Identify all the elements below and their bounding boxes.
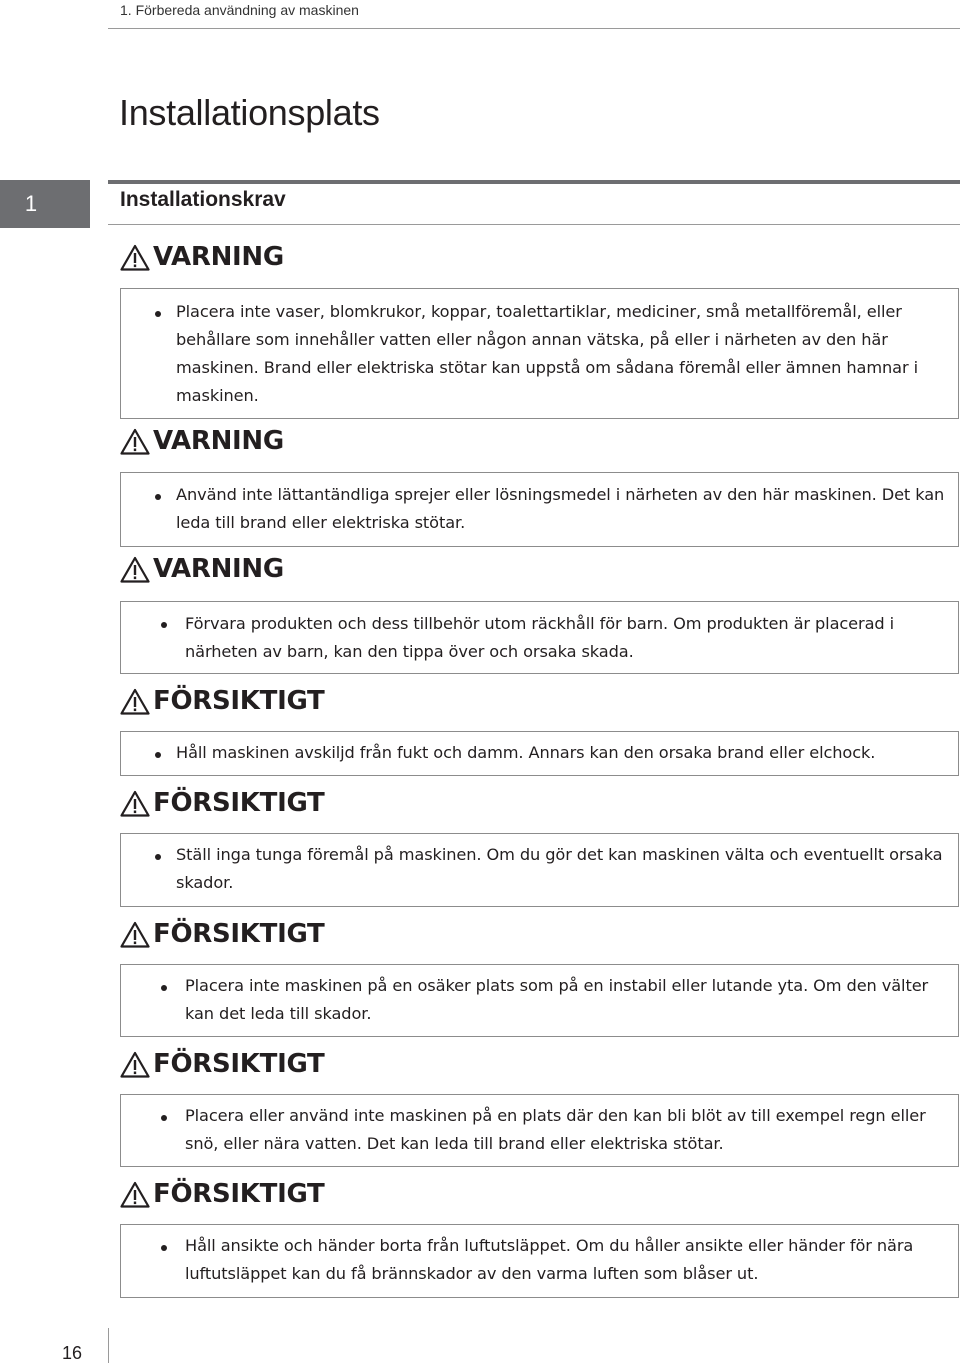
notice-label-warning-1 — [120, 242, 284, 272]
warning-triangle-icon — [120, 428, 150, 455]
notice-box-3 — [120, 601, 959, 674]
bullet — [161, 622, 167, 628]
notice-text: Ställ inga tunga föremål på maskinen. Om du gör det kan maskinen välta och eventuellt orsaka skador. — [176, 845, 943, 892]
bullet — [155, 494, 161, 500]
section-rule — [108, 180, 960, 184]
notice-box-5 — [120, 833, 959, 907]
notice-label-text: FÖRSIKTIGT — [153, 919, 325, 949]
chapter-number: 1 — [24, 191, 38, 216]
notice-label-text: VARNING — [153, 242, 284, 272]
warning-triangle-icon — [120, 556, 150, 583]
notice-label-text: FÖRSIKTIGT — [153, 686, 325, 716]
bullet — [155, 854, 161, 860]
notice-text: Håll ansikte och händer borta från luftutsläppet. Om du håller ansikte eller händer för nära luftutsläppet kan du få brännskador av den varma luften som blåser ut. — [185, 1236, 914, 1283]
section-title: Installationskrav — [120, 188, 286, 211]
notice-label-text: FÖRSIKTIGT — [153, 1049, 325, 1079]
notice-label-text: FÖRSIKTIGT — [153, 788, 325, 818]
notice-label-caution-5 — [120, 1179, 324, 1209]
notice-box-1 — [120, 288, 959, 419]
notice-label-text: VARNING — [153, 426, 284, 456]
notice-label-caution-1 — [120, 686, 324, 716]
notice-text: Placera inte maskinen på en osäker plats som på en instabil eller lutande yta. Om den välter kan det leda till skador. — [185, 976, 929, 1023]
notice-box-6 — [120, 964, 959, 1037]
notice-label-text: VARNING — [153, 554, 284, 584]
page-number: 16 — [62, 1343, 83, 1363]
notice-label-caution-3 — [120, 919, 324, 949]
notice-label-caution-2 — [120, 788, 324, 818]
warning-triangle-icon — [120, 1051, 150, 1078]
notice-label-warning-2 — [120, 426, 284, 456]
notice-text: Förvara produkten och dess tillbehör utom räckhåll för barn. Om produkten är placerad i närheten av barn, kan den tippa över och orsaka skada. — [185, 614, 895, 661]
section-rule-bottom — [108, 224, 960, 225]
warning-triangle-icon — [120, 790, 150, 817]
running-header: 1. Förbereda användning av maskinen — [120, 2, 359, 18]
bullet — [161, 1115, 167, 1121]
notice-label-caution-4 — [120, 1049, 324, 1079]
notice-text: Håll maskinen avskiljd från fukt och damm. Annars kan den orsaka brand eller elchock. — [176, 743, 876, 762]
warning-triangle-icon — [120, 921, 150, 948]
chapter-tab — [0, 180, 90, 228]
bullet — [161, 1245, 167, 1251]
page-title: Installationsplats — [119, 92, 380, 133]
notice-box-7 — [120, 1094, 959, 1167]
bullet — [161, 985, 167, 991]
notice-box-8 — [120, 1224, 959, 1298]
notice-label-text: FÖRSIKTIGT — [153, 1179, 325, 1209]
notice-text: Placera eller använd inte maskinen på en plats där den kan bli blöt av till exempel regn eller snö, eller nära vatten. Det kan leda till brand eller elektriska stötar. — [185, 1106, 926, 1153]
notice-box-2 — [120, 472, 959, 547]
notice-text: Använd inte lättantändliga sprejer eller lösningsmedel i närheten av den här maskinen. Det kan leda till brand eller elektriska stötar. — [176, 485, 945, 532]
warning-triangle-icon — [120, 1181, 150, 1208]
notice-label-warning-3 — [120, 554, 284, 584]
header-rule — [108, 28, 960, 29]
notice-text: Placera inte vaser, blomkrukor, koppar, toalettartiklar, mediciner, små metallföremål, eller behållare som innehåller vatten eller någon annan vätska, på eller i närheten av den här maskinen. Brand eller elektriska stötar kan uppstå om sådana föremål eller ämnen hamnar i maskinen. — [176, 302, 918, 405]
bullet — [155, 311, 161, 317]
notice-box-4 — [120, 731, 959, 776]
bullet — [155, 752, 161, 758]
warning-triangle-icon — [120, 244, 150, 271]
warning-triangle-icon — [120, 688, 150, 715]
footer-rule — [108, 1328, 109, 1363]
